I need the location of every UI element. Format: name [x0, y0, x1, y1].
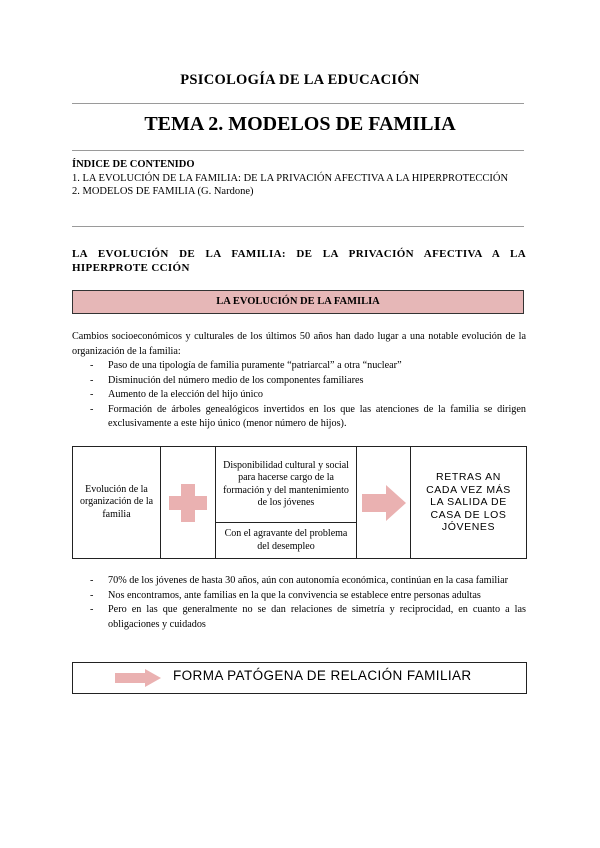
- intro-block: [72, 330, 526, 432]
- diagram-plus-cell: [161, 447, 216, 558]
- list-item: - Paso de una tipología de familia puramente “patriarcal” a otra “nuclear”: [72, 359, 526, 374]
- consequences-list: [72, 574, 526, 632]
- list-item: - Nos encontramos, ante familias en la que la convivencia se establece entre personas adultas: [72, 589, 526, 604]
- diagram-arrow-cell: [357, 447, 411, 558]
- diagram-result-cell: RETRAS AN CADA VEZ MÁS LA SALIDA DE CASA DE LOS JÓVENES: [426, 471, 511, 534]
- dash-marker: -: [90, 403, 94, 415]
- dash-marker: -: [90, 604, 94, 615]
- dash-marker: -: [90, 374, 94, 386]
- conclusion-box: [72, 662, 527, 694]
- divider: [72, 150, 524, 151]
- dash-marker: -: [90, 575, 94, 586]
- arrow-right-icon: [115, 669, 161, 687]
- divider: [72, 226, 524, 227]
- table-of-contents: [72, 158, 524, 199]
- diagram-factor-cell: Disponibilidad cultural y social para hacerse cargo de la formación y del mantenimiento de los jóvenes: [216, 447, 357, 523]
- divider: [72, 103, 524, 104]
- arrow-right-icon: [362, 485, 406, 521]
- dash-marker: -: [90, 389, 94, 400]
- toc-heading: ÍNDICE DE CONTENIDO: [72, 159, 195, 170]
- diagram-cause-cell: Evolución de la organización de la familia: [73, 447, 161, 558]
- toc-item: 2. MODELOS DE FAMILIA (G. Nardone): [72, 186, 254, 197]
- subject-title: PSICOLOGÍA DE LA EDUCACIÓN: [180, 72, 420, 88]
- plus-icon: [167, 482, 209, 524]
- evolution-list: [72, 359, 526, 432]
- intro-paragraph: Cambios socioeconómicos y culturales de los últimos 50 años han dado lugar a una notable evolución de la organización de la familia:: [72, 331, 526, 357]
- page-title: TEMA 2. MODELOS DE FAMILIA: [144, 113, 456, 135]
- consequences-block: [72, 574, 526, 632]
- list-item: - Formación de árboles genealógicos invertidos en los que las atenciones de la familia se dirigen exclusivamente a este hijo único (menor número de hijos).: [90, 403, 526, 429]
- list-item: - Disminución del número medio de los componentes familiares: [72, 374, 526, 389]
- toc-item: 1. LA EVOLUCIÓN DE LA FAMILIA: DE LA PRIVACIÓN AFECTIVA A LA HIPERPROTECCIÓN: [72, 172, 509, 184]
- list-item: - 70% de los jóvenes de hasta 30 años, aún con autonomía económica, continúan en la casa familiar: [72, 574, 526, 589]
- dash-marker: -: [90, 360, 94, 371]
- list-item: - Pero en las que generalmente no se dan relaciones de simetría y reciprocidad, en cuanto a las obligaciones y cuidados: [90, 604, 526, 630]
- cause-effect-diagram: [72, 446, 527, 559]
- list-item: - Aumento de la elección del hijo único: [72, 388, 526, 403]
- dash-marker: -: [90, 589, 94, 601]
- section-banner: LA EVOLUCIÓN DE LA FAMILIA: [72, 290, 524, 314]
- diagram-aggravant-cell: Con el agravante del problema del desempleo: [216, 523, 357, 558]
- section-heading: LA EVOLUCIÓN DE LA FAMILIA: DE LA PRIVACIÓN AFECTIVA A LA HIPERPROTE CCIÓN: [72, 248, 526, 274]
- conclusion-text: FORMA PATÓGENA DE RELACIÓN FAMILIAR: [173, 668, 472, 683]
